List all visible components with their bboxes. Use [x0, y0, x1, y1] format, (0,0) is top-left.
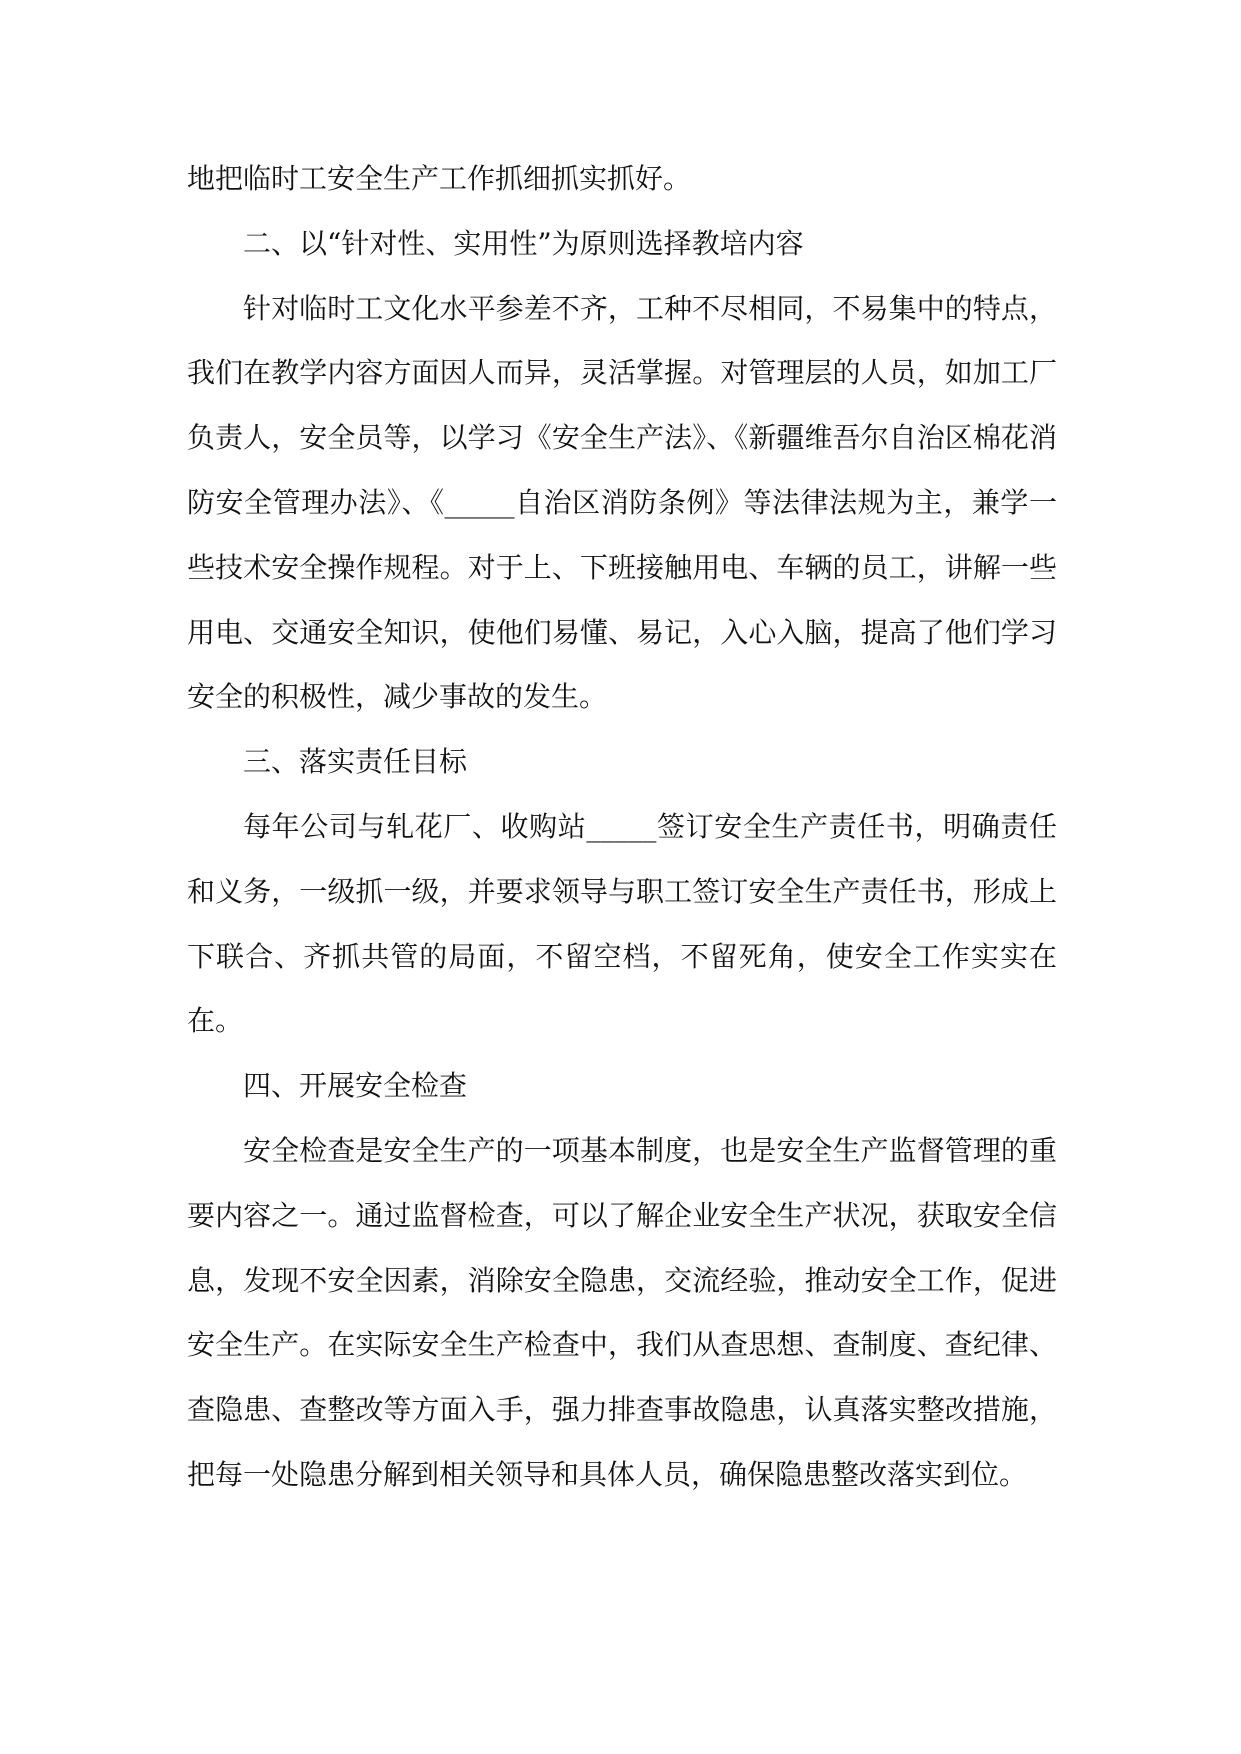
section-heading-4: 四、开展安全检查 [243, 1069, 468, 1103]
paragraph-continuation: 地把临时工安全生产工作抓细抓实抓好。 [187, 162, 692, 195]
paragraph-section-2: 针对临时工文化水平参差不齐，工种不尽相同，不易集中的特点，我们在教学内容方面因人而异，灵活掌握。对管理层的人员，如加工厂负责人，安全员等，以学习《安全生产法》、《新疆维吾尔自治区棉花消防安全管理办法》、《_____自治区消防条例》等法律法规为主，兼学一些技术安全操作规程。对于上、下班接触用电、车辆的员工，讲解一些用电、交通安全知识，使他们易懂、易记，入心入脑，提高了他们学习安全的积极性，减少事故的发生。 [187, 291, 1057, 714]
paragraph-section-3: 每年公司与轧花厂、收购站_____签订安全生产责任书，明确责任和义务，一级抓一级，并要求领导与职工签订安全生产责任书，形成上下联合、齐抓共管的局面，不留空档，不留死角，使安全工作实实在在。 [187, 809, 1057, 1038]
document-body [187, 147, 1057, 1508]
section-heading-2: 二、以“针对性、实用性”为原则选择教培内容 [243, 226, 804, 260]
section-heading-3: 三、落实责任目标 [243, 745, 468, 779]
paragraph-section-4: 安全检查是安全生产的一项基本制度，也是安全生产监督管理的重要内容之一。通过监督检查，可以了解企业安全生产状况，获取安全信息，发现不安全因素，消除安全隐患，交流经验，推动安全工作，促进安全生产。在实际安全生产检查中，我们从查思想、查制度、查纪律、查隐患、查整改等方面入手，强力排查事故隐患，认真落实整改措施，把每一处隐患分解到相关领导和具体人员，确保隐患整改落实到位。 [187, 1133, 1057, 1491]
